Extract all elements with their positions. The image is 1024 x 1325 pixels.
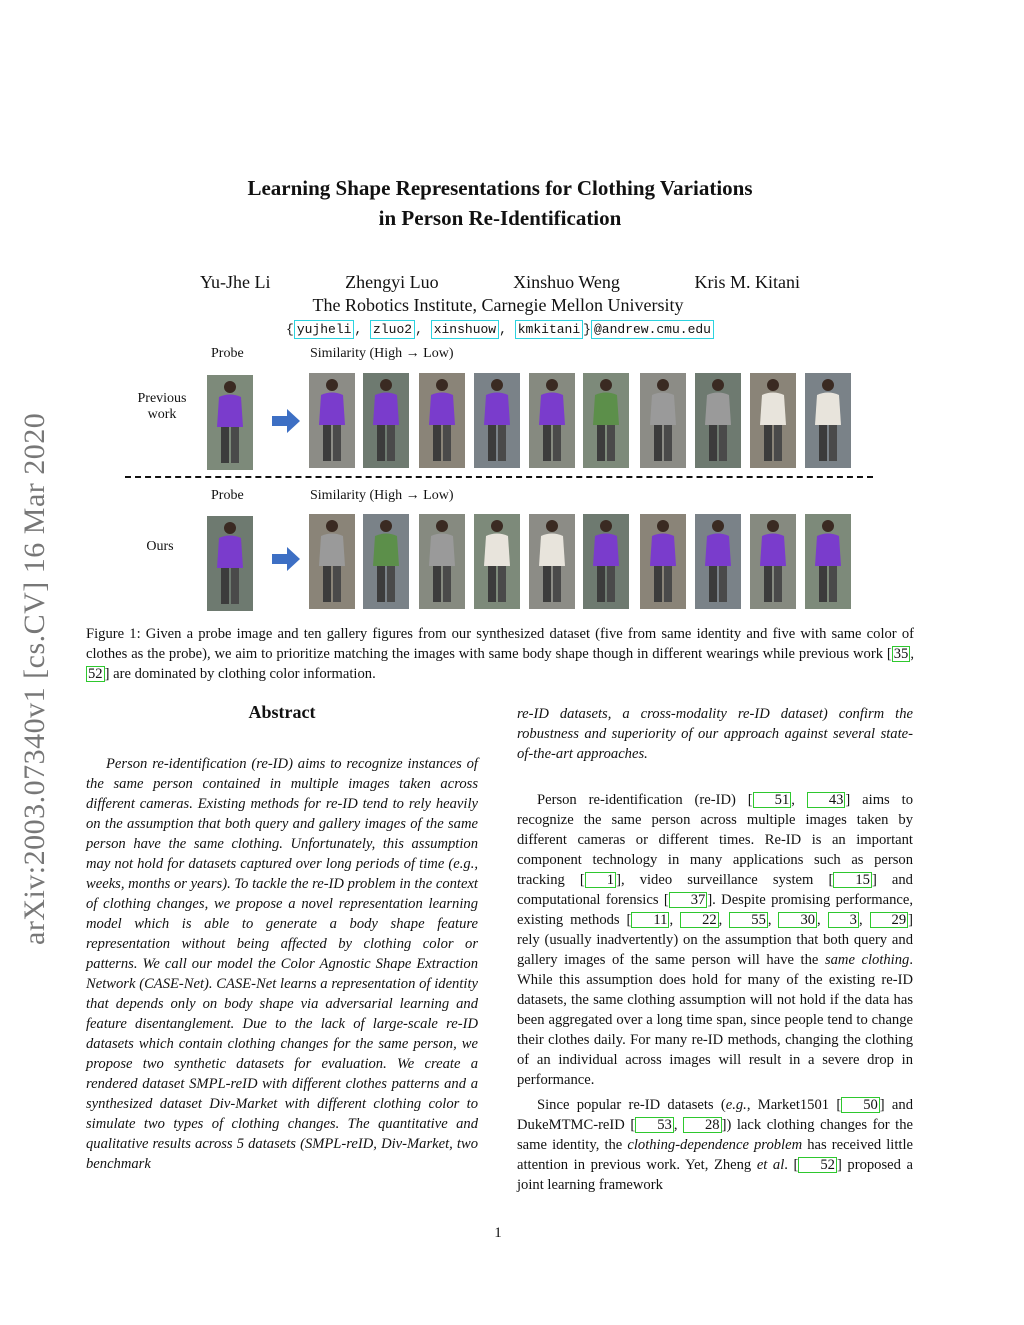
text: . [ xyxy=(784,1157,799,1173)
page-number: 1 xyxy=(494,1225,502,1241)
gallery-image xyxy=(695,514,741,609)
intro-paragraph-2: Since popular re-ID datasets (e.g., Market1501 [ 50 ] and DukeMTMC-reID [ 53 , 28 ]) lack clothing changes for the same identity, the clothing-dependence problem has received little attention in previous work. Yet, Zheng et al. [ 52 ] proposed a joint learning framework xyxy=(517,1097,913,1193)
gallery-image xyxy=(750,514,796,609)
citation-link[interactable]: 35 xyxy=(893,646,909,662)
emphasis: e.g. xyxy=(725,1097,747,1113)
text: Since popular re-ID datasets ( xyxy=(537,1097,726,1113)
emphasis: same clothing xyxy=(824,952,910,968)
intro-paragraph-1: Person re-identification (re-ID) [ 51 , 43 ] aims to recognize the same person across multiple images taken by different cameras or different times. Re-ID is an important component technology in many applications such as person tracking [ 1 ], video surveillance system [ 15 ] and computational forensics [ 37 ]. Despite promising performance, existing methods [ 11 , 22 , 55 , 30 , 3 , 29 ] rely (usually inadvertently) on the assumption that both query and gallery images of the same person will have the same clothing. While this assumption does hold for many of the existing re-ID datasets, the same clothing assumption will not hold if the data has been aggregated over a long time span, since people tend to change their clothes daily. For many re-ID methods, changing the clothing of an individual across images will result in a severe drop in performance. xyxy=(517,792,914,1088)
text: . While this assumption does hold for many of the existing re-ID datasets, the same clothing assumption will not hold if the data has been aggregated over a long time span, since people tend to change their clothes daily. For many re-ID methods, changing the clothing of an individual across images will result in a severe drop in performance. xyxy=(517,952,913,1088)
author-name: Kris M. Kitani xyxy=(694,272,800,292)
email-link[interactable]: zluo2 xyxy=(370,320,415,339)
email-link[interactable]: kmkitani xyxy=(515,320,583,339)
probe-image xyxy=(207,375,253,470)
citation-link[interactable]: 52 xyxy=(798,1157,837,1173)
gallery-image xyxy=(363,373,409,468)
text: , Market1501 [ xyxy=(746,1097,842,1113)
caption-text: Figure 1: Given a probe image and ten gallery figures from our synthesized dataset (five from same identity and five with same color of clothes as the probe), we aim to prioritize matching the images with same body shape though in different wearings while previous work [ xyxy=(86,626,914,662)
email-link[interactable]: yujheli xyxy=(294,320,355,339)
author-list xyxy=(200,272,800,293)
gallery-image xyxy=(529,373,575,468)
citation-link[interactable]: 50 xyxy=(841,1097,880,1113)
citation-link[interactable]: 15 xyxy=(833,872,872,888)
abstract-continued: re-ID datasets, a cross-modality re-ID dataset) confirm the robustness and superiority of our approach against several state-of-the-art approaches. xyxy=(517,706,913,762)
email-domain-link[interactable]: @andrew.cmu.edu xyxy=(591,320,714,339)
gallery-image xyxy=(419,373,465,468)
gallery-image xyxy=(695,373,741,468)
emphasis: et al xyxy=(756,1157,785,1173)
gallery-image xyxy=(583,514,629,609)
text: has received little attention in previous work. Yet, Zheng xyxy=(517,1137,913,1173)
emphasis: clothing-dependence problem xyxy=(627,1137,803,1153)
probe-image xyxy=(207,516,253,611)
row1-label xyxy=(130,391,194,423)
citation-link[interactable]: 22 xyxy=(680,912,719,928)
paper-title-line2: in Person Re-Identification xyxy=(378,206,622,230)
gallery-image xyxy=(309,373,355,468)
row2-label: Ours xyxy=(146,539,174,554)
author-name: Zhengyi Luo xyxy=(345,272,439,292)
arxiv-sidebar: arXiv:2003.07340v1 [cs.CV] 16 Mar 2020 xyxy=(18,412,51,945)
citation-link[interactable]: 37 xyxy=(669,892,708,908)
abstract-heading: Abstract xyxy=(248,702,316,722)
citation-link[interactable]: 29 xyxy=(870,912,909,928)
citation-link[interactable]: 28 xyxy=(683,1117,722,1133)
text: Person re-identification (re-ID) [ xyxy=(537,792,753,808)
citation-link[interactable]: 53 xyxy=(635,1117,674,1133)
arrow-right-icon xyxy=(272,547,300,571)
email-separator: , xyxy=(354,322,363,337)
text: ]. Despite promising performance, existing methods [ xyxy=(517,892,913,928)
top-similarity-label: Similarity (High → Low) xyxy=(310,346,454,361)
citation-link[interactable]: 30 xyxy=(778,912,817,928)
text: ]) lack clothing changes for the same identity, the xyxy=(517,1117,913,1153)
row1-label-line2: work xyxy=(147,407,177,422)
abstract-body: Person re-identification (re-ID) aims to recognize instances of the same person contained in multiple images taken across different cameras. Existing methods for re-ID tend to rely heavily on the assumption that both query and gallery images of the same person have the same clothing. Unfortunately, this assumption may not hold for datasets captured over long periods of time (e.g., weeks, months or years). To tackle the re-ID problem in the context of clothing changes, we propose a novel representation learning model which is able to generate a body shape feature representation without being affected by clothing color or patterns. We call our model the Color Agnostic Shape Extraction Network (CASE-Net). CASE-Net learns a representation of identity that depends only on body shape via adversarial learning and feature disentanglement. Due to the lack of large-scale re-ID datasets which contain clothing changes for the same person, we propose two synthetic datasets for evaluation. We create a rendered dataset SMPL-reID with different clothes patterns and a synthesized dataset Div-Market with different clothing color to simulate two types of clothing changes. The quantitative and qualitative results across 5 datasets (SMPL-reID, Div-Market, two benchmark xyxy=(86,756,478,1172)
text: ] rely (usually inadvertently) on the assumption that both query and gallery images of the same person will have the xyxy=(517,912,913,968)
top-probe-label: Probe xyxy=(211,346,244,361)
text: ] and DukeMTMC-reID [ xyxy=(517,1097,913,1133)
gallery-image xyxy=(640,373,686,468)
figure-divider xyxy=(125,476,873,478)
citation-link[interactable]: 43 xyxy=(807,792,846,808)
gallery-image xyxy=(529,514,575,609)
gallery-image xyxy=(805,373,851,468)
institute: The Robotics Institute, Carnegie Mellon University xyxy=(312,295,684,315)
author-name: Yu-Jhe Li xyxy=(200,272,271,292)
text: ], video surveillance system [ xyxy=(616,872,834,888)
citation-link[interactable]: 3 xyxy=(828,912,859,928)
citation-link[interactable]: 11 xyxy=(631,912,669,928)
email-separator: , xyxy=(499,322,507,337)
gallery-image xyxy=(474,373,520,468)
gallery-image xyxy=(309,514,355,609)
email-brace-open: { xyxy=(286,322,294,337)
gallery-image xyxy=(363,514,409,609)
caption-text: ] are dominated by clothing color information. xyxy=(104,666,376,682)
gallery-image xyxy=(805,514,851,609)
gallery-image xyxy=(583,373,629,468)
gallery-image xyxy=(419,514,465,609)
text: ] aims to recognize the same person across multiple images taken by different cameras or different times. Re-ID is an important component technology in many applications such as person tracking [ xyxy=(517,792,914,888)
text: ] proposed a joint learning framework xyxy=(517,1157,913,1193)
citation-link[interactable]: 52 xyxy=(88,666,103,682)
gallery-image xyxy=(474,514,520,609)
email-line xyxy=(0,320,1000,339)
gallery-image xyxy=(750,373,796,468)
email-brace-close: } xyxy=(583,322,591,337)
citation-link[interactable]: 51 xyxy=(753,792,792,808)
email-link[interactable]: xinshuow xyxy=(431,320,499,339)
row1-label-line1: Previous xyxy=(137,391,187,406)
citation-link[interactable]: 1 xyxy=(585,872,616,888)
citation-link[interactable]: 55 xyxy=(729,912,768,928)
text: ] and computational forensics [ xyxy=(517,872,913,908)
bottom-similarity-label: Similarity (High → Low) xyxy=(310,488,454,503)
email-separator: , xyxy=(415,322,423,337)
paper-title-line1: Learning Shape Representations for Clothing Variations xyxy=(247,176,753,200)
author-name: Xinshuo Weng xyxy=(513,272,620,292)
figure-caption xyxy=(86,624,914,684)
arrow-right-icon xyxy=(272,409,300,433)
bottom-probe-label: Probe xyxy=(211,488,244,503)
caption-sep: , xyxy=(910,646,914,662)
gallery-image xyxy=(640,514,686,609)
